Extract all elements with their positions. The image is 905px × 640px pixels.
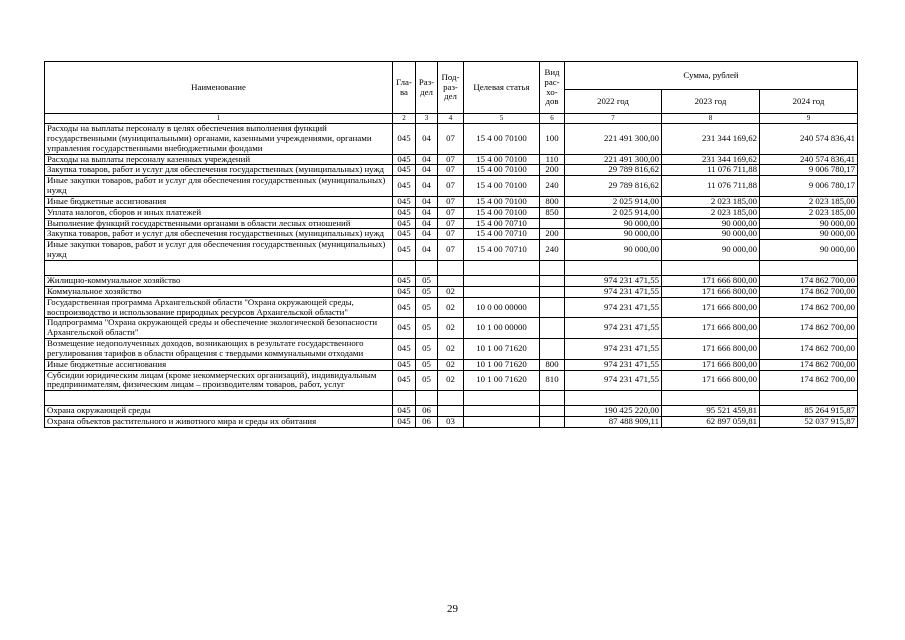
- table-row: [45, 165, 858, 176]
- row-statya: 10 1 00 71620: [464, 370, 540, 391]
- row-sum-2023: 171 666 800,00: [662, 370, 760, 391]
- table-row: [45, 406, 858, 417]
- row-vid: 800: [540, 359, 565, 370]
- row-statya: 15 4 00 70100: [464, 207, 540, 218]
- empty-cell: [540, 260, 565, 275]
- row-razdel: 05: [416, 359, 438, 370]
- row-name: Закупка товаров, работ и услуг для обеспечения государственных (муниципальных) нужд: [45, 165, 393, 176]
- row-statya: 10 1 00 00000: [464, 318, 540, 339]
- empty-row: [45, 391, 858, 406]
- row-podrazdel: 07: [438, 218, 464, 229]
- row-glava: 045: [393, 359, 416, 370]
- row-sum-2022: 974 231 471,55: [565, 359, 662, 370]
- header-summa: Сумма, рублей: [565, 62, 858, 90]
- row-glava: 045: [393, 417, 416, 428]
- row-sum-2022: 29 789 816,62: [565, 165, 662, 176]
- row-sum-2023: 90 000,00: [662, 229, 760, 240]
- table-row: [45, 154, 858, 165]
- table-row: [45, 124, 858, 155]
- row-glava: 045: [393, 196, 416, 207]
- row-statya: 15 4 00 70100: [464, 154, 540, 165]
- empty-cell: [540, 391, 565, 406]
- row-glava: 045: [393, 297, 416, 318]
- row-name: Государственная программа Архангельской области "Охрана окружающей среды, воспроизводство и использование природных ресурсов Архангельской области": [45, 297, 393, 318]
- row-glava: 045: [393, 318, 416, 339]
- row-statya: 15 4 00 70100: [464, 176, 540, 197]
- row-statya: 15 4 00 70100: [464, 196, 540, 207]
- row-sum-2023: 2 023 185,00: [662, 207, 760, 218]
- column-number: 3: [416, 114, 438, 124]
- row-sum-2022: 974 231 471,55: [565, 297, 662, 318]
- row-name: Закупка товаров, работ и услуг для обеспечения государственных (муниципальных) нужд: [45, 229, 393, 240]
- column-number: 6: [540, 114, 565, 124]
- row-sum-2024: 174 862 700,00: [760, 297, 858, 318]
- empty-cell: [393, 260, 416, 275]
- row-sum-2022: 190 425 220,00: [565, 406, 662, 417]
- row-podrazdel: 07: [438, 176, 464, 197]
- row-podrazdel: 07: [438, 229, 464, 240]
- row-statya: 15 4 00 70710: [464, 229, 540, 240]
- row-glava: 045: [393, 154, 416, 165]
- row-name: Иные закупки товаров, работ и услуг для обеспечения государственных (муниципальных) нужд: [45, 176, 393, 197]
- row-name: Охрана окружающей среды: [45, 406, 393, 417]
- row-glava: 045: [393, 124, 416, 155]
- row-glava: 045: [393, 229, 416, 240]
- row-sum-2022: 2 025 914,00: [565, 207, 662, 218]
- table-row: [45, 318, 858, 339]
- row-podrazdel: 07: [438, 154, 464, 165]
- row-glava: 045: [393, 370, 416, 391]
- row-statya: [464, 286, 540, 297]
- row-vid: [540, 297, 565, 318]
- row-statya: 15 4 00 70710: [464, 218, 540, 229]
- empty-cell: [565, 260, 662, 275]
- row-statya: [464, 417, 540, 428]
- row-razdel: 04: [416, 154, 438, 165]
- row-glava: 045: [393, 275, 416, 286]
- row-razdel: 06: [416, 417, 438, 428]
- row-sum-2022: 29 789 816,62: [565, 176, 662, 197]
- row-podrazdel: [438, 275, 464, 286]
- row-sum-2022: 221 491 300,00: [565, 124, 662, 155]
- row-podrazdel: 02: [438, 370, 464, 391]
- column-number: 2: [393, 114, 416, 124]
- table-row: [45, 176, 858, 197]
- row-name: Иные бюджетные ассигнования: [45, 196, 393, 207]
- row-name: Возмещение недополученных доходов, возникающих в результате государственного регулирования тарифов в области обращения с твердыми коммунальными отходами: [45, 339, 393, 360]
- row-sum-2023: 62 897 059,81: [662, 417, 760, 428]
- row-razdel: 04: [416, 240, 438, 261]
- header-vid: Вид рас-хо-дов: [540, 62, 565, 114]
- row-sum-2024: 2 023 185,00: [760, 207, 858, 218]
- row-sum-2024: 174 862 700,00: [760, 359, 858, 370]
- row-sum-2024: 52 037 915,87: [760, 417, 858, 428]
- row-statya: 15 4 00 70100: [464, 124, 540, 155]
- row-statya: [464, 406, 540, 417]
- page-number: 29: [447, 603, 458, 615]
- header-podrazdel: Под-раз-дел: [438, 62, 464, 114]
- row-vid: 240: [540, 176, 565, 197]
- row-sum-2022: 974 231 471,55: [565, 339, 662, 360]
- row-vid: [540, 406, 565, 417]
- row-sum-2023: 95 521 459,81: [662, 406, 760, 417]
- row-podrazdel: 02: [438, 286, 464, 297]
- empty-cell: [45, 260, 393, 275]
- row-razdel: 04: [416, 207, 438, 218]
- header-statya: Целевая статья: [464, 62, 540, 114]
- row-razdel: 04: [416, 124, 438, 155]
- row-sum-2022: 90 000,00: [565, 229, 662, 240]
- row-sum-2024: 90 000,00: [760, 240, 858, 261]
- empty-cell: [416, 391, 438, 406]
- row-razdel: 05: [416, 339, 438, 360]
- row-sum-2023: 90 000,00: [662, 218, 760, 229]
- row-vid: 850: [540, 207, 565, 218]
- budget-table: [44, 61, 858, 428]
- row-statya: 10 1 00 71620: [464, 339, 540, 360]
- empty-cell: [662, 260, 760, 275]
- row-name: Коммунальное хозяйство: [45, 286, 393, 297]
- empty-cell: [438, 391, 464, 406]
- header-year-2022: 2022 год: [565, 90, 662, 114]
- empty-cell: [464, 391, 540, 406]
- row-vid: 200: [540, 229, 565, 240]
- row-vid: [540, 286, 565, 297]
- row-name: Подпрограмма "Охрана окружающей среды и обеспечение экологической безопасности Архангельской области": [45, 318, 393, 339]
- row-sum-2024: 240 574 836,41: [760, 124, 858, 155]
- empty-cell: [393, 391, 416, 406]
- row-glava: 045: [393, 339, 416, 360]
- row-razdel: 04: [416, 176, 438, 197]
- row-podrazdel: 07: [438, 207, 464, 218]
- table-row: [45, 370, 858, 391]
- column-number: 8: [662, 114, 760, 124]
- header-razdel: Раз-дел: [416, 62, 438, 114]
- row-vid: [540, 275, 565, 286]
- column-number: 4: [438, 114, 464, 124]
- row-sum-2024: 174 862 700,00: [760, 339, 858, 360]
- row-statya: 10 1 00 71620: [464, 359, 540, 370]
- row-sum-2023: 231 344 169,62: [662, 154, 760, 165]
- table-row: [45, 240, 858, 261]
- row-sum-2024: 174 862 700,00: [760, 370, 858, 391]
- row-sum-2024: 174 862 700,00: [760, 318, 858, 339]
- row-razdel: 05: [416, 370, 438, 391]
- row-vid: [540, 318, 565, 339]
- row-sum-2023: 11 076 711,88: [662, 165, 760, 176]
- row-name: Выполнение функций государственными органами в области лесных отношений: [45, 218, 393, 229]
- header-glava: Гла-ва: [393, 62, 416, 114]
- table-body: [45, 124, 858, 428]
- header-name: Наименование: [45, 62, 393, 114]
- table-row: [45, 196, 858, 207]
- table-row: [45, 297, 858, 318]
- row-vid: 240: [540, 240, 565, 261]
- empty-cell: [416, 260, 438, 275]
- row-glava: 045: [393, 406, 416, 417]
- row-razdel: 04: [416, 218, 438, 229]
- row-sum-2022: 974 231 471,55: [565, 370, 662, 391]
- row-statya: 15 4 00 70100: [464, 165, 540, 176]
- row-vid: 110: [540, 154, 565, 165]
- row-vid: [540, 339, 565, 360]
- row-sum-2023: 171 666 800,00: [662, 339, 760, 360]
- row-sum-2022: 974 231 471,55: [565, 275, 662, 286]
- row-podrazdel: 02: [438, 297, 464, 318]
- empty-cell: [760, 260, 858, 275]
- row-sum-2023: 171 666 800,00: [662, 286, 760, 297]
- empty-cell: [662, 391, 760, 406]
- column-number: 9: [760, 114, 858, 124]
- row-sum-2023: 2 023 185,00: [662, 196, 760, 207]
- row-statya: 10 0 00 00000: [464, 297, 540, 318]
- row-sum-2024: 174 862 700,00: [760, 286, 858, 297]
- row-name: Расходы на выплаты персоналу казенных учреждений: [45, 154, 393, 165]
- header-year-2023: 2023 год: [662, 90, 760, 114]
- row-name: Расходы на выплаты персоналу в целях обеспечения выполнения функций государственными (муниципальными) органами, казенными учреждениями, органами управления государственными внебюджетными фондами: [45, 124, 393, 155]
- row-podrazdel: 07: [438, 240, 464, 261]
- row-name: Охрана объектов растительного и животного мира и среды их обитания: [45, 417, 393, 428]
- row-sum-2022: 221 491 300,00: [565, 154, 662, 165]
- row-sum-2022: 87 488 909,11: [565, 417, 662, 428]
- row-vid: 800: [540, 196, 565, 207]
- row-sum-2023: 171 666 800,00: [662, 318, 760, 339]
- column-number: 1: [45, 114, 393, 124]
- row-sum-2024: 9 006 780,17: [760, 165, 858, 176]
- row-razdel: 05: [416, 286, 438, 297]
- row-podrazdel: [438, 406, 464, 417]
- row-podrazdel: 02: [438, 339, 464, 360]
- table-row: [45, 275, 858, 286]
- row-razdel: 05: [416, 318, 438, 339]
- row-sum-2024: 9 006 780,17: [760, 176, 858, 197]
- row-statya: 15 4 00 70710: [464, 240, 540, 261]
- row-podrazdel: 03: [438, 417, 464, 428]
- row-sum-2022: 90 000,00: [565, 240, 662, 261]
- empty-row: [45, 260, 858, 275]
- column-number: 7: [565, 114, 662, 124]
- empty-cell: [45, 391, 393, 406]
- row-sum-2022: 974 231 471,55: [565, 286, 662, 297]
- row-name: Иные закупки товаров, работ и услуг для обеспечения государственных (муниципальных) нужд: [45, 240, 393, 261]
- table-row: [45, 339, 858, 360]
- row-razdel: 04: [416, 196, 438, 207]
- table-row: [45, 229, 858, 240]
- row-sum-2023: 171 666 800,00: [662, 297, 760, 318]
- empty-cell: [760, 391, 858, 406]
- row-razdel: 04: [416, 229, 438, 240]
- row-podrazdel: 02: [438, 318, 464, 339]
- empty-cell: [438, 260, 464, 275]
- column-number: 5: [464, 114, 540, 124]
- row-sum-2024: 2 023 185,00: [760, 196, 858, 207]
- row-sum-2023: 171 666 800,00: [662, 275, 760, 286]
- column-number-row: [45, 114, 858, 124]
- row-vid: 100: [540, 124, 565, 155]
- row-name: Иные бюджетные ассигнования: [45, 359, 393, 370]
- row-sum-2023: 11 076 711,88: [662, 176, 760, 197]
- row-vid: 810: [540, 370, 565, 391]
- row-sum-2024: 90 000,00: [760, 229, 858, 240]
- row-glava: 045: [393, 218, 416, 229]
- row-razdel: 04: [416, 165, 438, 176]
- table-row: [45, 417, 858, 428]
- row-glava: 045: [393, 165, 416, 176]
- row-sum-2024: 240 574 836,41: [760, 154, 858, 165]
- row-sum-2022: 2 025 914,00: [565, 196, 662, 207]
- row-vid: 200: [540, 165, 565, 176]
- row-podrazdel: 07: [438, 124, 464, 155]
- row-sum-2024: 174 862 700,00: [760, 275, 858, 286]
- row-sum-2023: 171 666 800,00: [662, 359, 760, 370]
- row-vid: [540, 218, 565, 229]
- row-sum-2023: 231 344 169,62: [662, 124, 760, 155]
- table-row: [45, 359, 858, 370]
- row-sum-2024: 90 000,00: [760, 218, 858, 229]
- row-glava: 045: [393, 207, 416, 218]
- row-sum-2022: 974 231 471,55: [565, 318, 662, 339]
- row-glava: 045: [393, 176, 416, 197]
- row-statya: [464, 275, 540, 286]
- table-row: [45, 286, 858, 297]
- row-vid: [540, 417, 565, 428]
- empty-cell: [565, 391, 662, 406]
- row-name: Уплата налогов, сборов и иных платежей: [45, 207, 393, 218]
- empty-cell: [464, 260, 540, 275]
- row-sum-2022: 90 000,00: [565, 218, 662, 229]
- row-sum-2023: 90 000,00: [662, 240, 760, 261]
- row-sum-2024: 85 264 915,87: [760, 406, 858, 417]
- row-glava: 045: [393, 286, 416, 297]
- row-razdel: 05: [416, 297, 438, 318]
- row-podrazdel: 07: [438, 196, 464, 207]
- row-podrazdel: 07: [438, 165, 464, 176]
- table-row: [45, 218, 858, 229]
- row-razdel: 05: [416, 275, 438, 286]
- header-year-2024: 2024 год: [760, 90, 858, 114]
- row-name: Субсидии юридическим лицам (кроме некоммерческих организаций), индивидуальным предпринимателям, физическим лицам – производителям товаров, работ, услуг: [45, 370, 393, 391]
- row-razdel: 06: [416, 406, 438, 417]
- row-glava: 045: [393, 240, 416, 261]
- row-name: Жилищно-коммунальное хозяйство: [45, 275, 393, 286]
- table-row: [45, 207, 858, 218]
- row-podrazdel: 02: [438, 359, 464, 370]
